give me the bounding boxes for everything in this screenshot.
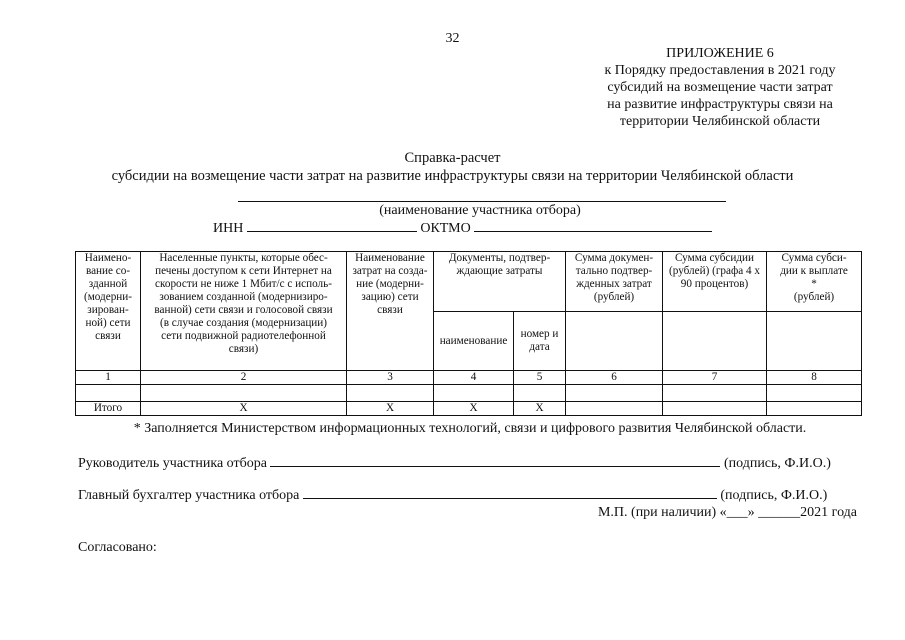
- total-cross: Х: [141, 402, 347, 416]
- page-number: 32: [445, 31, 460, 46]
- table-cell[interactable]: [663, 385, 767, 402]
- head-signature-suffix: (подпись, Ф.И.О.): [723, 456, 831, 471]
- document-title: Справка-расчет: [404, 150, 501, 166]
- header-empty-cell: [566, 312, 663, 371]
- participant-name-line: [238, 201, 726, 202]
- appendix-header: [555, 45, 885, 130]
- table-cell[interactable]: [566, 385, 663, 402]
- header-documents-group: Документы, подтвер- ждающие затраты: [434, 252, 566, 312]
- header-subsidy-sum: Сумма субсидии (рублей) (графа 4 х 90 процентов): [663, 252, 767, 312]
- column-number: 6: [566, 371, 663, 385]
- appendix-line: к Порядку предоставления в 2021 году: [604, 63, 836, 78]
- oktmo-field[interactable]: [474, 219, 712, 232]
- table-cell[interactable]: [76, 385, 141, 402]
- column-number: 3: [347, 371, 434, 385]
- total-cross: Х: [434, 402, 514, 416]
- calculation-table: [75, 251, 862, 416]
- footnote: * Заполняется Министерством информационных технологий, связи и цифрового развития Челябинской области.: [133, 421, 807, 436]
- inn-label: ИНН: [213, 221, 244, 236]
- total-label: Итого: [76, 402, 141, 416]
- column-number: 8: [767, 371, 862, 385]
- appendix-line: субсидий на возмещение части затрат: [607, 80, 833, 95]
- accountant-signature-label: Главный бухгалтер участника отбора: [78, 488, 300, 503]
- stamp-date-line: М.П. (при наличии) «___» ______2021 года: [597, 505, 857, 520]
- participant-name-caption: (наименование участника отбора): [379, 203, 581, 218]
- table-cell[interactable]: [514, 385, 566, 402]
- appendix-title: ПРИЛОЖЕНИЕ 6: [666, 46, 774, 61]
- header-documented-sum: Сумма докумен- тально подтвер- жденных затрат (рублей): [566, 252, 663, 312]
- header-settlements: Населенные пункты, которые обес- печены доступом к сети Интернет на скорости не ниже 1 Мбит/с с исполь- зованием созданной (модернизиро- ванной) сети связи и голосовой связи (в случае создания (модернизации) сети подвижной радиотелефонной связи): [141, 252, 347, 371]
- column-number: 4: [434, 371, 514, 385]
- table-cell[interactable]: [767, 385, 862, 402]
- table-row: [76, 385, 862, 402]
- head-signature-label: Руководитель участника отбора: [78, 456, 267, 471]
- header-empty-cell: [663, 312, 767, 371]
- oktmo-label: ОКТМО: [420, 221, 471, 236]
- accountant-signature-suffix: (подпись, Ф.И.О.): [720, 488, 828, 503]
- header-network-name: Наимено- вание со- зданной (модерни- зирован- ной) сети связи: [76, 252, 141, 371]
- document-subtitle: субсидии на возмещение части затрат на развитие инфраструктуры связи на территории Челябинской области: [111, 168, 794, 184]
- head-signature-field[interactable]: [270, 454, 720, 467]
- table-cell[interactable]: [141, 385, 347, 402]
- total-row: [76, 402, 862, 416]
- column-number: 7: [663, 371, 767, 385]
- header-empty-cell: [767, 312, 862, 371]
- accountant-signature-row: [78, 486, 827, 504]
- table-cell[interactable]: [347, 385, 434, 402]
- table-cell[interactable]: [434, 385, 514, 402]
- approved-label: Согласовано:: [78, 540, 157, 555]
- column-numbers-row: [76, 371, 862, 385]
- total-cell[interactable]: [566, 402, 663, 416]
- total-cross: Х: [347, 402, 434, 416]
- appendix-line: территории Челябинской области: [619, 114, 821, 129]
- header-cost-name: Наименование затрат на созда- ние (модерни- зацию) сети связи: [347, 252, 434, 371]
- total-cell[interactable]: [767, 402, 862, 416]
- document-title-block: [0, 149, 905, 185]
- column-number: 2: [141, 371, 347, 385]
- header-document-number-date: номер и дата: [514, 312, 566, 371]
- accountant-signature-field[interactable]: [303, 486, 717, 499]
- inn-oktmo-row: [213, 219, 712, 237]
- inn-field[interactable]: [247, 219, 417, 232]
- appendix-line: на развитие инфраструктуры связи на: [607, 97, 833, 112]
- header-document-name: наименование: [434, 312, 514, 371]
- column-number: 5: [514, 371, 566, 385]
- total-cross: Х: [514, 402, 566, 416]
- total-cell[interactable]: [663, 402, 767, 416]
- header-payout-sum: Сумма субси- дии к выплате * (рублей): [767, 252, 862, 312]
- column-number: 1: [76, 371, 141, 385]
- head-signature-row: [78, 454, 831, 472]
